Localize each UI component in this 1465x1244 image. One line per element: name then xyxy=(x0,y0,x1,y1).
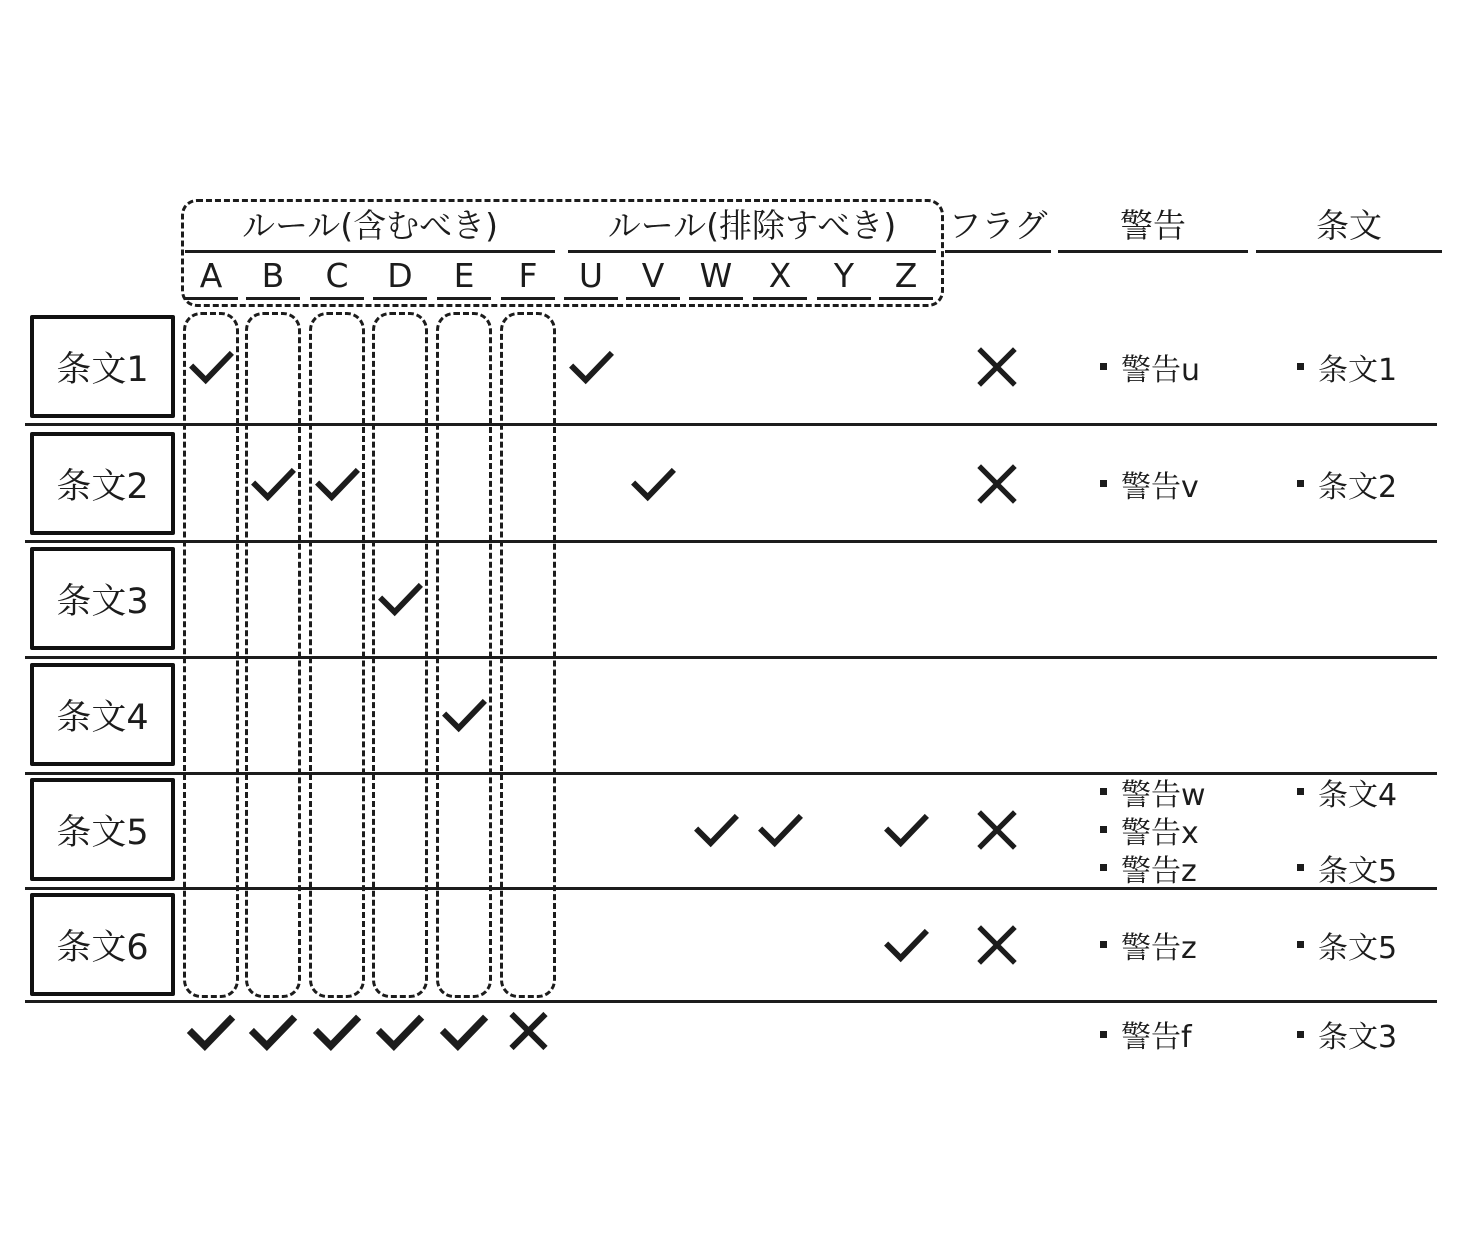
warning-item-text: 警告u xyxy=(1121,352,1201,388)
check-mark xyxy=(883,813,930,846)
bullet-icon xyxy=(1100,826,1107,833)
warning-item-list xyxy=(1100,465,1296,503)
row-label: 条文3 xyxy=(56,581,149,622)
check-mark xyxy=(250,467,297,500)
row-label: 条文6 xyxy=(56,927,149,968)
bullet-icon xyxy=(1100,480,1107,487)
cross-mark xyxy=(976,462,1018,506)
row-divider xyxy=(25,887,1437,890)
article-item-text: 条文1 xyxy=(1318,352,1398,388)
warning-item xyxy=(1100,1015,1296,1053)
column-letter-D: D xyxy=(373,257,427,300)
article-item-text: 条文4 xyxy=(1318,777,1398,813)
row-label: 条文1 xyxy=(56,349,149,390)
article-item-list xyxy=(1297,1015,1465,1053)
article-item xyxy=(1297,465,1465,503)
warning-item-list xyxy=(1100,773,1296,887)
row-label-box xyxy=(30,663,175,766)
article-item-text: 条文2 xyxy=(1318,469,1398,505)
bullet-icon xyxy=(1297,1031,1304,1038)
warning-item xyxy=(1100,348,1296,386)
row-label: 条文5 xyxy=(56,812,149,853)
check-mark xyxy=(312,1014,362,1049)
flag-header xyxy=(945,204,1051,253)
article-header xyxy=(1256,204,1442,253)
bullet-icon xyxy=(1297,864,1304,871)
column-frame-D xyxy=(372,312,428,998)
warning-item-list xyxy=(1100,1015,1296,1053)
article-item-text: 条文5 xyxy=(1318,930,1398,966)
warning-item-list xyxy=(1100,926,1296,964)
article-item-list xyxy=(1297,773,1465,887)
bullet-icon xyxy=(1100,788,1107,795)
include-rules-header xyxy=(185,204,555,253)
warning-header xyxy=(1058,204,1248,253)
include-rules-label: ルール(含むべき) xyxy=(241,206,499,245)
bullet-icon xyxy=(1297,941,1304,948)
column-letter-Z: Z xyxy=(879,257,933,300)
row-divider xyxy=(25,540,1437,543)
warning-item-text: 警告x xyxy=(1121,815,1199,851)
column-letter-W: W xyxy=(689,257,743,300)
row-label: 条文4 xyxy=(56,697,149,738)
row-label-box xyxy=(30,432,175,535)
bullet-icon xyxy=(1297,363,1304,370)
row-label: 条文2 xyxy=(56,466,149,507)
article-item-text: 条文5 xyxy=(1318,853,1398,889)
warning-header-label: 警告 xyxy=(1120,206,1186,245)
check-mark xyxy=(375,1014,425,1049)
article-item xyxy=(1297,1015,1465,1053)
check-mark xyxy=(314,467,361,500)
warning-item-list xyxy=(1100,348,1296,386)
cross-mark xyxy=(976,923,1018,967)
warning-item xyxy=(1100,926,1296,964)
warning-item-text: 警告w xyxy=(1121,777,1206,813)
check-mark xyxy=(186,1014,236,1049)
column-letter-B: B xyxy=(246,257,300,300)
bullet-icon xyxy=(1100,864,1107,871)
row-label-box xyxy=(30,547,175,650)
check-mark xyxy=(883,928,930,961)
check-mark xyxy=(630,467,677,500)
warning-item-text: 警告v xyxy=(1121,469,1199,505)
warning-item-text: 警告z xyxy=(1121,930,1197,966)
column-frame-F xyxy=(500,312,556,998)
column-letter-V: V xyxy=(626,257,680,300)
bullet-icon xyxy=(1100,1031,1107,1038)
warning-item xyxy=(1100,465,1296,503)
check-mark xyxy=(757,813,804,846)
bullet-icon xyxy=(1297,788,1304,795)
row-label-box xyxy=(30,893,175,996)
warning-item-text: 警告f xyxy=(1121,1020,1192,1055)
article-item xyxy=(1297,348,1465,386)
column-letter-U: U xyxy=(564,257,618,300)
article-item xyxy=(1297,849,1465,887)
column-frame-A xyxy=(183,312,239,998)
check-mark xyxy=(439,1014,489,1049)
exclude-rules-label: ルール(排除すべき) xyxy=(607,206,897,245)
row-label-box xyxy=(30,315,175,418)
bullet-icon xyxy=(1100,363,1107,370)
check-mark xyxy=(568,350,615,383)
column-frame-C xyxy=(309,312,365,998)
cross-mark xyxy=(976,808,1018,852)
check-mark xyxy=(441,698,488,731)
table-bottom-line xyxy=(25,1000,1437,1003)
check-mark xyxy=(693,813,740,846)
article-item-list xyxy=(1297,465,1465,503)
flag-header-label: フラグ xyxy=(948,206,1048,245)
exclude-rules-header xyxy=(568,204,936,253)
article-item-text: 条文3 xyxy=(1318,1020,1398,1055)
column-frame-E xyxy=(436,312,492,998)
bullet-icon xyxy=(1100,941,1107,948)
article-item xyxy=(1297,773,1465,811)
column-letter-X: X xyxy=(753,257,807,300)
row-label-box xyxy=(30,778,175,881)
column-letter-A: A xyxy=(184,257,238,300)
check-mark xyxy=(377,582,424,615)
check-mark xyxy=(188,350,235,383)
column-letter-F: F xyxy=(501,257,555,300)
warning-item-text: 警告z xyxy=(1121,853,1197,889)
warning-item xyxy=(1100,773,1296,811)
column-letter-Y: Y xyxy=(817,257,871,300)
article-item xyxy=(1297,926,1465,964)
check-mark xyxy=(248,1014,298,1049)
column-letter-E: E xyxy=(437,257,491,300)
article-item-list xyxy=(1297,926,1465,964)
column-frame-B xyxy=(245,312,301,998)
article-item-list xyxy=(1297,348,1465,386)
warning-item xyxy=(1100,849,1296,887)
column-letter-C: C xyxy=(310,257,364,300)
bullet-icon xyxy=(1297,480,1304,487)
row-divider xyxy=(25,656,1437,659)
cross-mark xyxy=(976,345,1018,389)
article-header-label: 条文 xyxy=(1316,206,1382,245)
cross-mark xyxy=(506,1011,551,1051)
warning-item xyxy=(1100,811,1296,849)
row-divider xyxy=(25,423,1437,426)
